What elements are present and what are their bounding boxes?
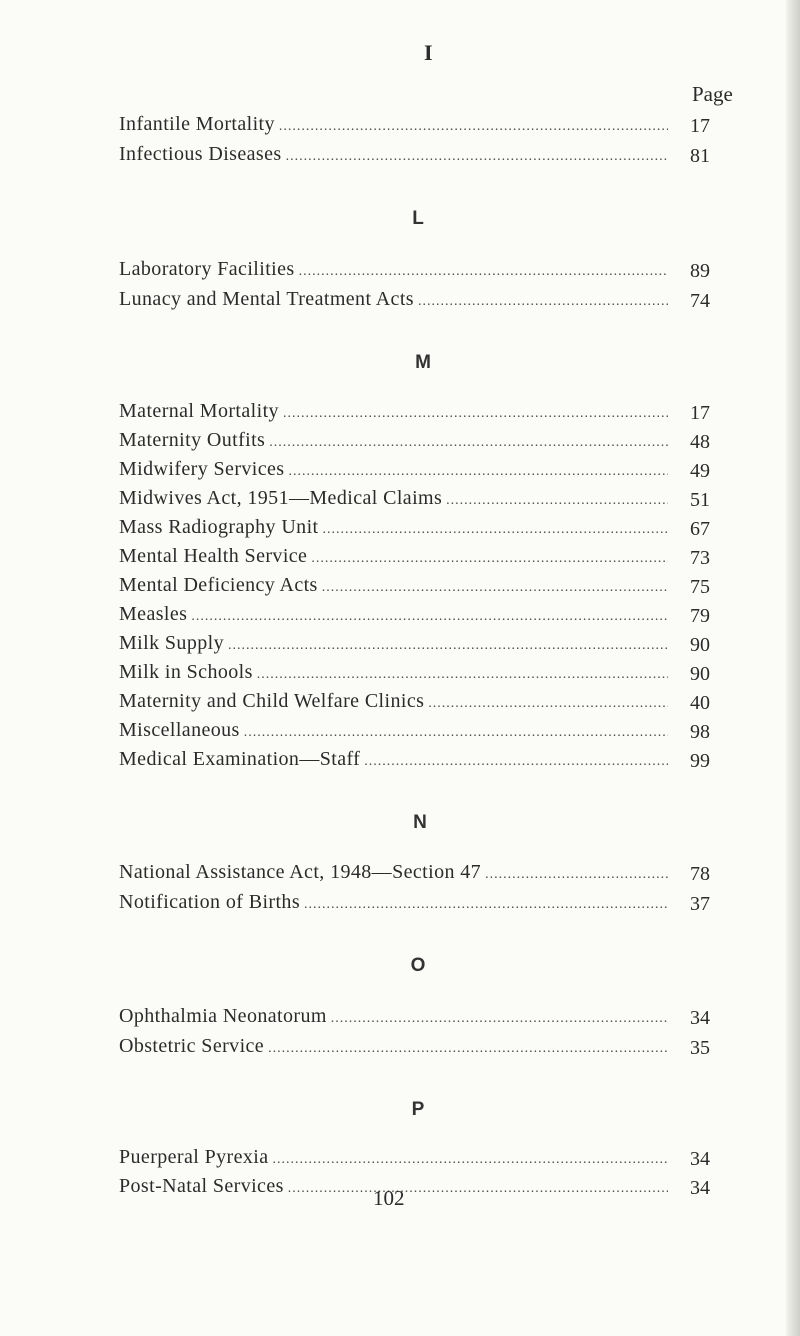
leader-dots — [311, 551, 668, 567]
leader-dots — [446, 493, 668, 509]
index-entry — [119, 1005, 672, 1031]
index-entry — [119, 861, 672, 887]
index-entry — [119, 458, 672, 484]
section-letter-o: O — [410, 955, 426, 976]
entry-label: Puerperal Pyrexia — [119, 1146, 269, 1168]
index-entry — [119, 288, 672, 314]
section-letter-l: L — [412, 208, 424, 229]
entry-page-number: 78 — [690, 863, 710, 885]
entry-page-number: 74 — [690, 290, 710, 312]
leader-dots — [244, 725, 668, 741]
entry-label: Ophthalmia Neonatorum — [119, 1005, 327, 1027]
index-entry — [119, 603, 672, 629]
index-entry — [119, 143, 672, 169]
index-entry — [119, 1146, 672, 1172]
entry-page-number: 90 — [690, 634, 710, 656]
entry-page-number: 35 — [690, 1037, 710, 1059]
entry-page-number: 34 — [690, 1007, 710, 1029]
leader-dots — [286, 149, 668, 165]
entry-label: Mass Radiography Unit — [119, 516, 319, 538]
leader-dots — [322, 580, 668, 596]
index-entry — [119, 891, 672, 917]
leader-dots — [228, 638, 668, 654]
entry-label: National Assistance Act, 1948—Section 47 — [119, 861, 482, 883]
leader-dots — [364, 754, 668, 770]
index-entry — [119, 574, 672, 600]
entry-page-number: 79 — [690, 605, 710, 627]
leader-dots — [289, 464, 669, 480]
entry-page-number: 34 — [690, 1148, 710, 1170]
index-entry — [119, 487, 672, 513]
leader-dots — [485, 867, 668, 883]
index-entry — [119, 1035, 672, 1061]
entry-page-number: 90 — [690, 663, 710, 685]
entry-page-number: 17 — [690, 115, 710, 137]
entry-page-number: 81 — [690, 145, 710, 167]
section-letter-n: N — [413, 812, 427, 833]
entry-label: Midwives Act, 1951—Medical Claims — [119, 487, 443, 509]
entry-page-number: 40 — [690, 692, 710, 714]
entry-page-number: 51 — [690, 489, 710, 511]
entry-label: Mental Deficiency Acts — [119, 574, 318, 596]
entry-page-number: 89 — [690, 260, 710, 282]
index-entry — [119, 400, 672, 426]
entry-page-number: 17 — [690, 402, 710, 424]
entry-label: Laboratory Facilities — [119, 258, 295, 280]
index-entry — [119, 258, 672, 284]
leader-dots — [191, 609, 668, 625]
leader-dots — [257, 667, 668, 683]
index-entry — [119, 516, 672, 542]
entry-label: Milk Supply — [119, 632, 224, 654]
index-entry — [119, 429, 672, 455]
index-entry — [119, 748, 672, 774]
entry-label: Medical Examination—Staff — [119, 748, 361, 770]
entry-page-number: 49 — [690, 460, 710, 482]
page-edge-shadow — [786, 0, 800, 1336]
leader-dots — [299, 264, 668, 280]
entry-page-number: 98 — [690, 721, 710, 743]
index-entry — [119, 113, 672, 139]
index-entry — [119, 661, 672, 687]
entry-label: Maternity and Child Welfare Clinics — [119, 690, 425, 712]
index-entry — [119, 719, 672, 745]
leader-dots — [331, 1011, 668, 1027]
entry-label: Measles — [119, 603, 188, 625]
page-number: 102 — [373, 1186, 405, 1210]
entry-page-number: 73 — [690, 547, 710, 569]
page-column-heading: Page — [692, 82, 733, 106]
leader-dots — [428, 696, 668, 712]
leader-dots — [283, 406, 668, 422]
section-header-letter-i: I — [424, 40, 433, 65]
entry-page-number: 67 — [690, 518, 710, 540]
entry-label: Maternity Outfits — [119, 429, 266, 451]
entry-label: Mental Health Service — [119, 545, 308, 567]
index-entry — [119, 545, 672, 571]
index-entry — [119, 632, 672, 658]
entry-label: Lunacy and Mental Treatment Acts — [119, 288, 414, 310]
entry-page-number: 48 — [690, 431, 710, 453]
leader-dots — [418, 294, 668, 310]
entry-label: Milk in Schools — [119, 661, 253, 683]
leader-dots — [268, 1041, 668, 1057]
leader-dots — [323, 522, 669, 538]
leader-dots — [304, 897, 668, 913]
leader-dots — [288, 1181, 668, 1197]
section-letter-m: M — [415, 352, 431, 373]
entry-label: Miscellaneous — [119, 719, 240, 741]
entry-page-number: 34 — [690, 1177, 710, 1199]
index-entry — [119, 690, 672, 716]
entry-page-number: 99 — [690, 750, 710, 772]
entry-label: Maternal Mortality — [119, 400, 279, 422]
leader-dots — [273, 1152, 668, 1168]
entry-label: Infectious Diseases — [119, 143, 282, 165]
entry-label: Post-Natal Services — [119, 1175, 284, 1197]
entry-label: Notification of Births — [119, 891, 300, 913]
entry-page-number: 37 — [690, 893, 710, 915]
entry-label: Infantile Mortality — [119, 113, 275, 135]
leader-dots — [269, 435, 668, 451]
entry-label: Midwifery Services — [119, 458, 285, 480]
section-letter-p: P — [411, 1099, 425, 1120]
entry-page-number: 75 — [690, 576, 710, 598]
leader-dots — [279, 119, 668, 135]
entry-label: Obstetric Service — [119, 1035, 265, 1057]
